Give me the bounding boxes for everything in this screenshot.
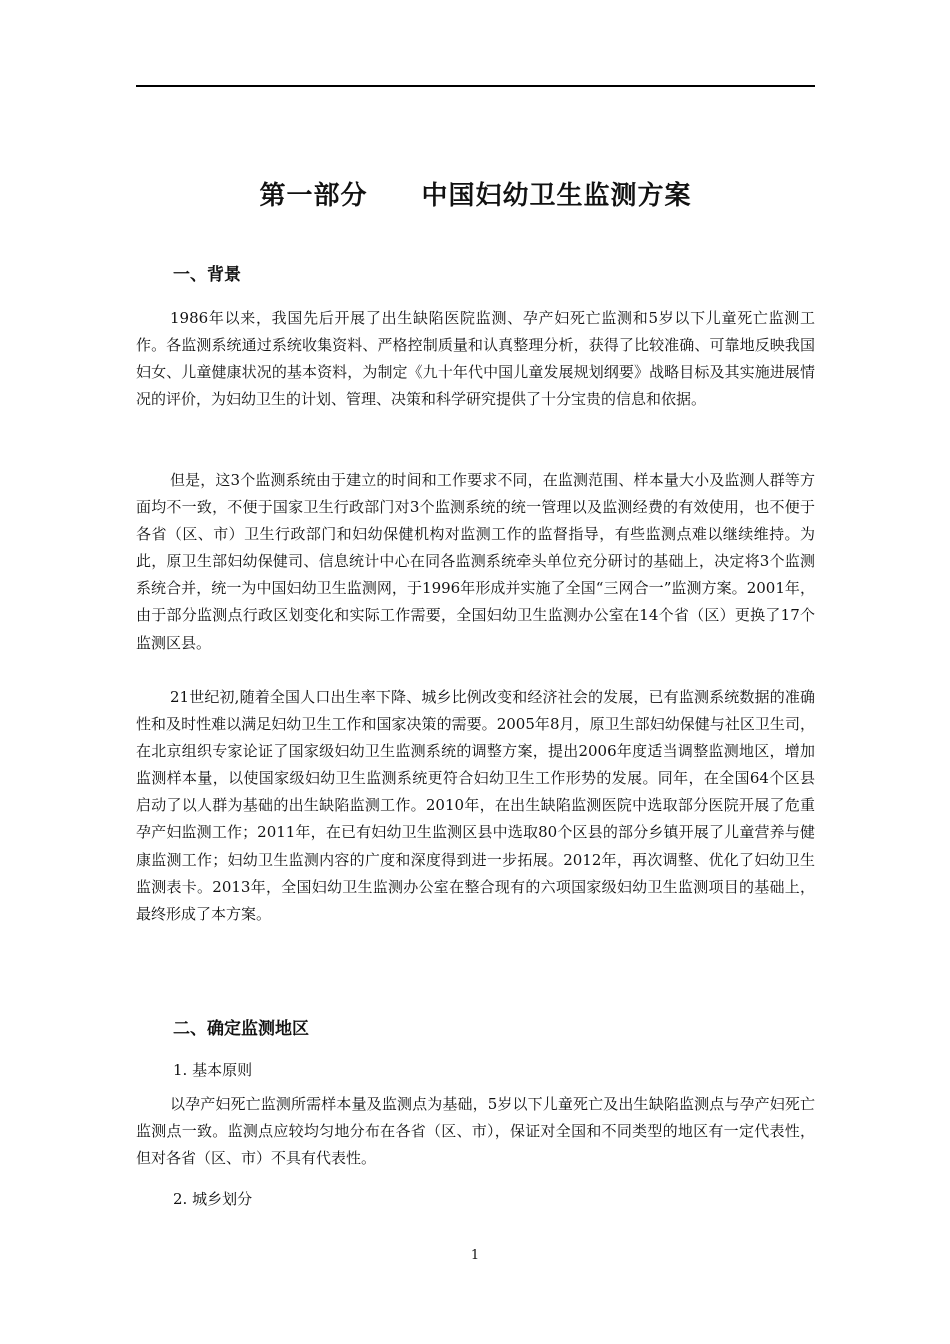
paragraph-background-3: 21世纪初,随着全国人口出生率下降、城乡比例改变和经济社会的发展，已有监测系统数据的准确性和及时性难以满足妇幼卫生工作和国家决策的需要。2005年8月，原卫生部妇幼保健与社区卫生司，在北京组织专家论证了国家级妇幼卫生监测系统的调整方案，提出2006年度适当调整监测地区，增加监测样本量，以使国家级妇幼卫生监测系统更符合妇幼卫生工作形势的发展。同年，在全国64个区县启动了以人群为基础的出生缺陷监测工作。2010年，在出生缺陷监测医院中选取部分医院开展了危重孕产妇监测工作；2011年，在已有妇幼卫生监测区县中选取80个区县的部分乡镇开展了儿童营养与健康监测工作；妇幼卫生监测内容的广度和深度得到进一步拓展。2012年，再次调整、优化了妇幼卫生监测表卡。2013年，全国妇幼卫生监测办公室在整合现有的六项国家级妇幼卫生监测项目的基础上，最终形成了本方案。 [136,688,815,923]
sub-heading-basic-principles: 1. 基本原则 [173,1061,253,1079]
paragraph-background-1: 1986年以来，我国先后开展了出生缺陷医院监测、孕产妇死亡监测和5岁以下儿童死亡监测工作。各监测系统通过系统收集资料、严格控制质量和认真整理分析，获得了比较准确、可靠地反映我国妇女、儿童健康状况的基本资料，为制定《九十年代中国儿童发展规划纲要》战略目标及其实施进展情况的评价，为妇幼卫生的计划、管理、决策和科学研究提供了十分宝贵的信息和依据。 [136,309,815,409]
paragraph-basic-principles: 以孕产妇死亡监测所需样本量及监测点为基础，5岁以下儿童死亡及出生缺陷监测点与孕产妇死亡监测点一致。监测点应较均匀地分布在各省（区、市），保证对全国和不同类型的地区有一定代表性，但对各省（区、市）不具有代表性。 [136,1095,815,1168]
page-title: 第一部分 中国妇幼卫生监测方案 [259,181,692,211]
section-heading-background: 一、背景 [173,265,241,285]
header-rule [136,85,815,87]
page-number: 1 [470,1248,480,1263]
sub-heading-urban-rural: 2. 城乡划分 [173,1190,253,1208]
paragraph-background-2: 但是，这3个监测系统由于建立的时间和工作要求不同，在监测范围、样本量大小及监测人群等方面均不一致，不便于国家卫生行政部门对3个监测系统的统一管理以及监测经费的有效使用，也不便于各省（区、市）卫生行政部门和妇幼保健机构对监测工作的监督指导，有些监测点难以继续维持。为此，原卫生部妇幼保健司、信息统计中心在同各监测系统牵头单位充分研讨的基础上，决定将3个监测系统合并，统一为中国妇幼卫生监测网，于1996年形成并实施了全国“三网合一”监测方案。2001年，由于部分监测点行政区划变化和实际工作需要，全国妇幼卫生监测办公室在14个省（区）更换了17个监测区县。 [136,471,815,652]
section-heading-monitoring-areas: 二、确定监测地区 [173,1019,309,1039]
